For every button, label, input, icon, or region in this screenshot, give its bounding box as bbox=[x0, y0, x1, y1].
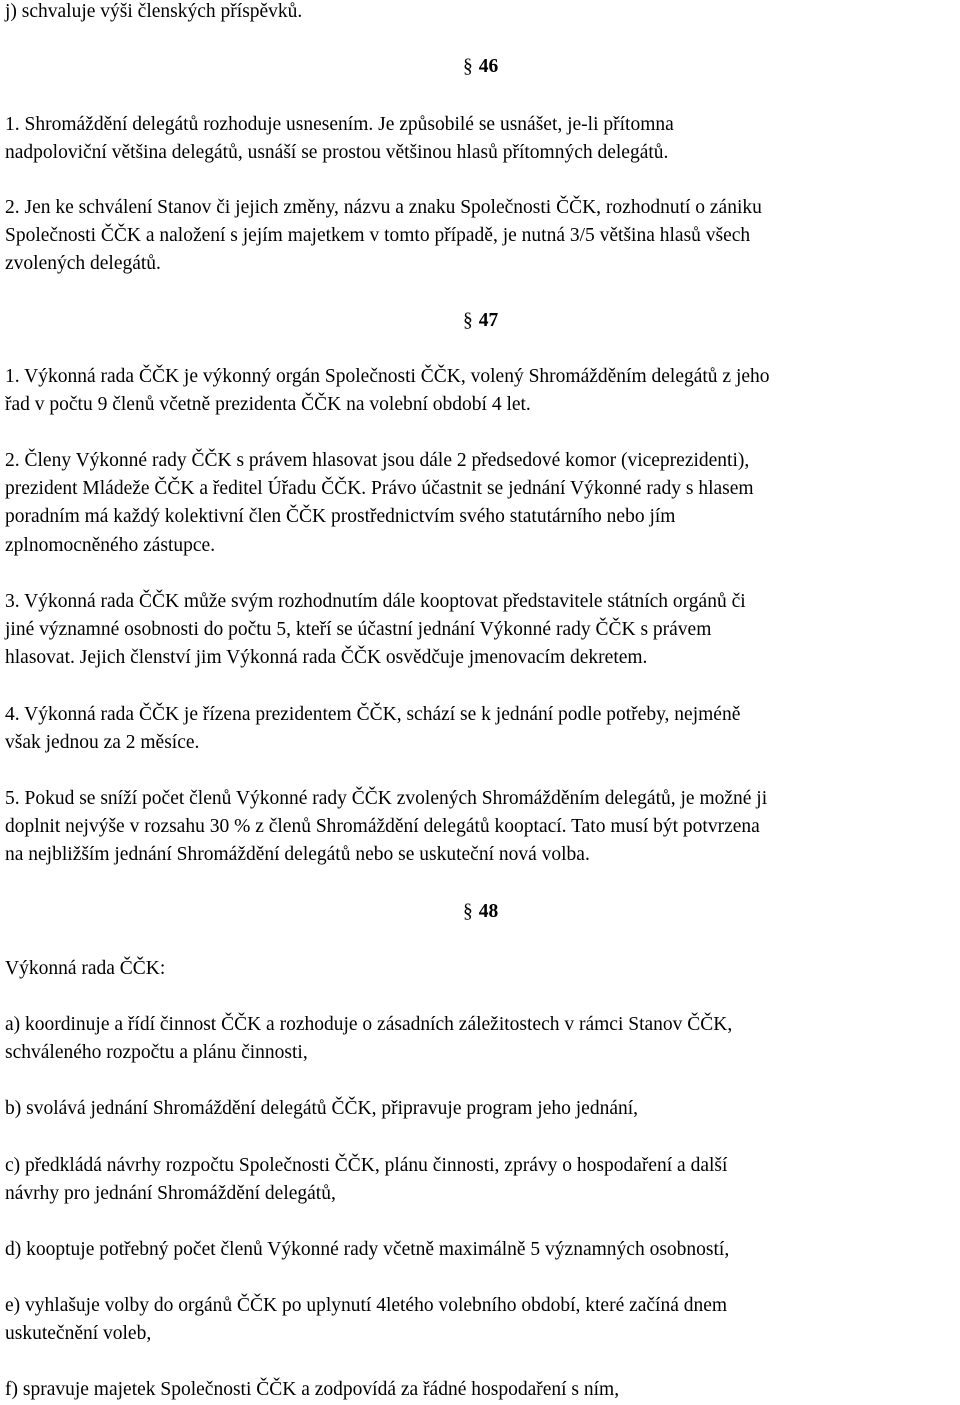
paragraph-line: prezident Mládeže ČČK a ředitel Úřadu ČČK. Právo účastnit se jednání Výkonné rady s hlasem bbox=[5, 478, 754, 499]
paragraph-line: 5. Pokud se sníží počet členů Výkonné rady ČČK zvolených Shromážděním delegátů, je možné ji bbox=[5, 788, 768, 809]
list-item-line: schváleného rozpočtu a plánu činnosti, bbox=[5, 1042, 308, 1063]
section-sign: § bbox=[463, 901, 473, 922]
list-item-line: návrhy pro jednání Shromáždění delegátů, bbox=[5, 1183, 336, 1204]
paragraph-line: poradním má každý kolektivní člen ČČK prostřednictvím svého statutárního nebo jím bbox=[5, 506, 676, 527]
paragraph-line: hlasovat. Jejich členství jim Výkonná rada ČČK osvědčuje jmenovacím dekretem. bbox=[5, 647, 648, 668]
paragraph-line: na nejbližším jednání Shromáždění delegátů nebo se uskuteční nová volba. bbox=[5, 844, 590, 865]
paragraph-line: Společnosti ČČK a naložení s jejím majetkem v tomto případě, je nutná 3/5 většina hlasů všech bbox=[5, 225, 751, 246]
paragraph-line: 2. Jen ke schválení Stanov či jejich změny, názvu a znaku Společnosti ČČK, rozhodnutí o zániku bbox=[5, 197, 762, 218]
paragraph-line: jiné významné osobnosti do počtu 5, kteří se účastní jednání Výkonné rady ČČK s právem bbox=[5, 619, 712, 640]
paragraph-line: 3. Výkonná rada ČČK může svým rozhodnutím dále kooptovat představitele státních orgánů či bbox=[5, 591, 746, 612]
section-heading-48 bbox=[463, 898, 498, 926]
paragraph-line: řad v počtu 9 členů včetně prezidenta ČČK na volební období 4 let. bbox=[5, 394, 531, 415]
paragraph-line: 1. Výkonná rada ČČK je výkonný orgán Společnosti ČČK, volený Shromážděním delegátů z jeho bbox=[5, 366, 770, 387]
paragraph-line: 1. Shromáždění delegátů rozhoduje usnesením. Je způsobilé se usnášet, je-li přítomna bbox=[5, 114, 674, 135]
section-number: 47 bbox=[478, 310, 499, 331]
section-sign: § bbox=[463, 310, 473, 331]
list-item-line: d) kooptuje potřebný počet členů Výkonné rady včetně maximálně 5 významných osobností, bbox=[5, 1239, 730, 1260]
list-item-line: e) vyhlašuje volby do orgánů ČČK po uplynutí 4letého volebního období, které začíná dnem bbox=[5, 1295, 728, 1316]
section-number: 48 bbox=[478, 901, 499, 922]
list-item-line: b) svolává jednání Shromáždění delegátů ČČK, připravuje program jeho jednání, bbox=[5, 1098, 639, 1119]
paragraph-line: 4. Výkonná rada ČČK je řízena prezidentem ČČK, schází se k jednání podle potřeby, nejméně bbox=[5, 704, 741, 725]
paragraph-line: nadpoloviční většina delegátů, usnáší se prostou většinou hlasů přítomných delegátů. bbox=[5, 142, 669, 163]
section-intro: Výkonná rada ČČK: bbox=[5, 958, 166, 979]
list-item-line: f) spravuje majetek Společnosti ČČK a zodpovídá za řádné hospodaření s ním, bbox=[5, 1379, 620, 1400]
list-item-line: a) koordinuje a řídí činnost ČČK a rozhoduje o zásadních záležitostech v rámci Stanov ČČK, bbox=[5, 1014, 733, 1035]
section-number: 46 bbox=[478, 56, 499, 77]
list-item-line: c) předkládá návrhy rozpočtu Společnosti ČČK, plánu činnosti, zprávy o hospodaření a další bbox=[5, 1155, 728, 1176]
paragraph-line: však jednou za 2 měsíce. bbox=[5, 732, 200, 753]
paragraph-line: 2. Členy Výkonné rady ČČK s právem hlasovat jsou dále 2 předsedové komor (viceprezidenti), bbox=[5, 450, 750, 471]
paragraph-line: zplnomocněného zástupce. bbox=[5, 535, 216, 556]
list-item-line: uskutečnění voleb, bbox=[5, 1323, 152, 1344]
paragraph-line: zvolených delegátů. bbox=[5, 253, 161, 274]
list-item-j: j) schvaluje výši členských příspěvků. bbox=[5, 1, 303, 22]
section-heading-46 bbox=[463, 53, 498, 81]
paragraph-line: doplnit nejvýše v rozsahu 30 % z členů Shromáždění delegátů kooptací. Tato musí být potvrzena bbox=[5, 816, 760, 837]
section-sign: § bbox=[463, 56, 473, 77]
section-heading-47 bbox=[463, 307, 498, 335]
